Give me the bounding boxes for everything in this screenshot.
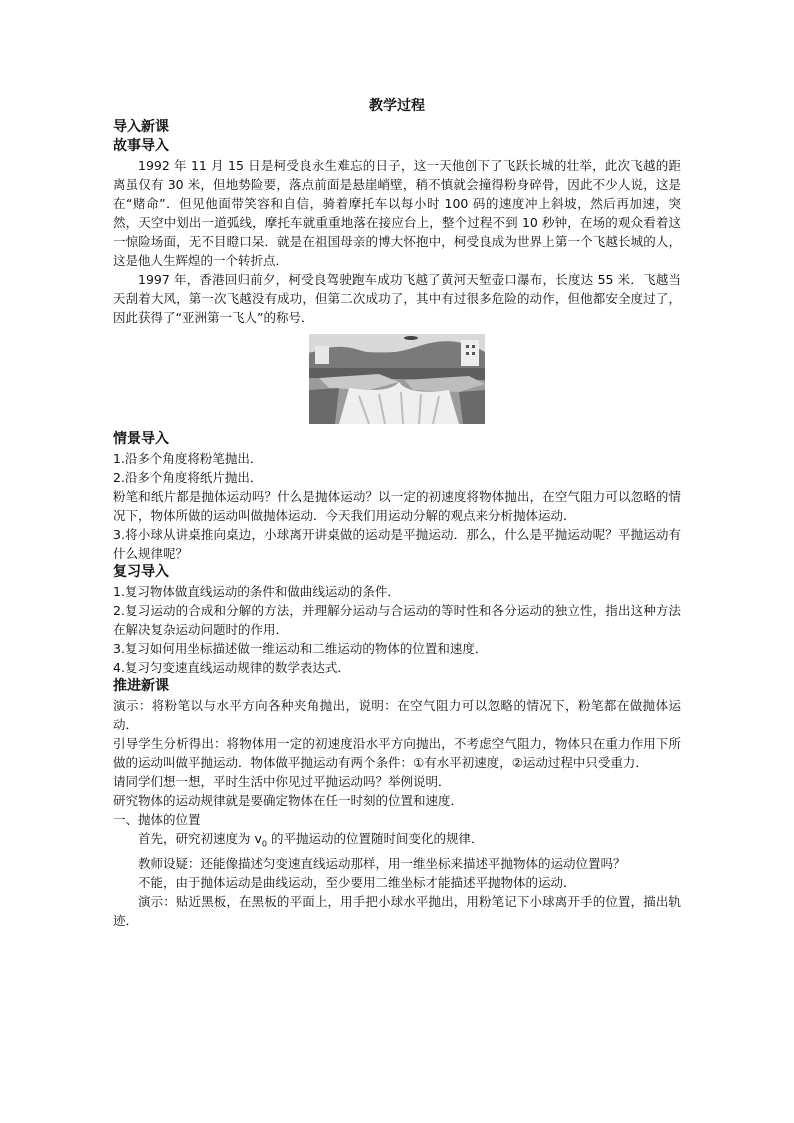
- story-paragraph-1: 1992 年 11 月 15 日是柯受良永生难忘的日子，这一天他创下了飞跃长城的壮举，此次飞越的距离虽仅有 30 米，但地势险要，落点前面是悬崖峭壁，稍不慎就会撞得粉身碎骨，因此不少人说，这是在“赌命”．但见他面带笑容和自信，骑着摩托车以每小时 100 码的速度冲上斜坡，然后再加速，突然，天空中划出一道弧线，摩托车就重重地落在接应台上，整个过程不到 10 秒钟，在场的观众看着这一惊险场面，无不目瞪口呆．就是在祖国母亲的博大怀抱中，柯受良成为世界上第一个飞越长城的人，这是他人生辉煌的一个转折点．: [113, 158, 681, 268]
- v-zero-subscript: 0: [261, 839, 267, 849]
- advance-heading: 推进新课: [113, 678, 169, 694]
- position-line-1-text: 首先，研究初速度为 v: [138, 831, 262, 846]
- waterfall-photo: [309, 334, 485, 424]
- advance-line-2: 引导学生分析得出：将物体用一定的初速度沿水平方向抛出，不考虑空气阻力，物体只在重力作用下所做的运动叫做平抛运动．物体做平抛运动有两个条件：①有水平初速度，②运动过程中只受重力．: [113, 736, 681, 770]
- review-line-1: 1.复习物体做直线运动的条件和做曲线运动的条件．: [113, 584, 400, 599]
- scene-line-1: 1.沿多个角度将粉笔抛出．: [113, 451, 263, 466]
- scene-line-2: 2.沿多个角度将纸片抛出．: [113, 470, 263, 485]
- advance-line-3: 请同学们想一想，平时生活中你见过平抛运动吗？举例说明．: [113, 774, 451, 789]
- waterfall-photo-image: [309, 334, 485, 424]
- section-heading-intro: 导入新课: [113, 119, 169, 135]
- scene-line-4: 3.将小球从讲桌推向桌边，小球离开讲桌做的运动是平抛运动．那么，什么是平抛运动呢？平抛运动有什么规律呢？: [113, 527, 681, 561]
- story-paragraph-2: 1997 年，香港回归前夕，柯受良驾驶跑车成功飞越了黄河天堑壶口瀑布，长度达 55 米．飞越当天刮着大风，第一次飞越没有成功，但第二次成功了，其中有过很多危险的动作，但他都安全度过了，因此获得了“亚洲第一飞人”的称号．: [113, 272, 681, 325]
- review-line-2: 2.复习运动的合成和分解的方法，并理解分运动与合运动的等时性和各分运动的独立性，指出这种方法在解决复杂运动问题时的作用．: [113, 603, 681, 637]
- position-heading: 一、抛体的位置: [113, 812, 201, 827]
- page-title: 教学过程: [369, 98, 425, 114]
- review-heading: 复习导入: [113, 564, 169, 580]
- review-line-3: 3.复习如何用坐标描述做一维运动和二维运动的物体的位置和速度．: [113, 641, 488, 656]
- scene-heading: 情景导入: [113, 431, 169, 447]
- review-line-4: 4.复习匀变速直线运动规律的数学表达式．: [113, 660, 350, 675]
- position-line-2: 教师设疑：还能像描述匀变速直线运动那样，用一维坐标来描述平抛物体的运动位置吗？: [138, 855, 626, 871]
- scene-line-3: 粉笔和纸片都是抛体运动吗？什么是抛体运动？以一定的初速度将物体抛出，在空气阻力可以忽略的情况下，物体所做的运动叫做抛体运动．今天我们用运动分解的观点来分析抛体运动．: [113, 489, 681, 523]
- position-line-4: 演示：贴近黑板，在黑板的平面上，用手把小球水平抛出，用粉笔记下小球离开手的位置，描出轨迹．: [113, 893, 681, 928]
- advance-line-1: 演示：将粉笔以与水平方向各种夹角抛出，说明：在空气阻力可以忽略的情况下，粉笔都在做抛体运动．: [113, 698, 681, 732]
- position-line-3: 不能，由于抛体运动是曲线运动，至少要用二维坐标才能描述平抛物体的运动．: [138, 874, 576, 890]
- document-page: [113, 96, 681, 930]
- advance-line-4: 研究物体的运动规律就是要确定物体在任一时刻的位置和速度．: [113, 793, 464, 808]
- story-heading: 故事导入: [113, 138, 169, 154]
- position-line-1-text-end: 的平抛运动的位置随时间变化的规律．: [266, 831, 484, 846]
- position-line-1: [113, 829, 681, 854]
